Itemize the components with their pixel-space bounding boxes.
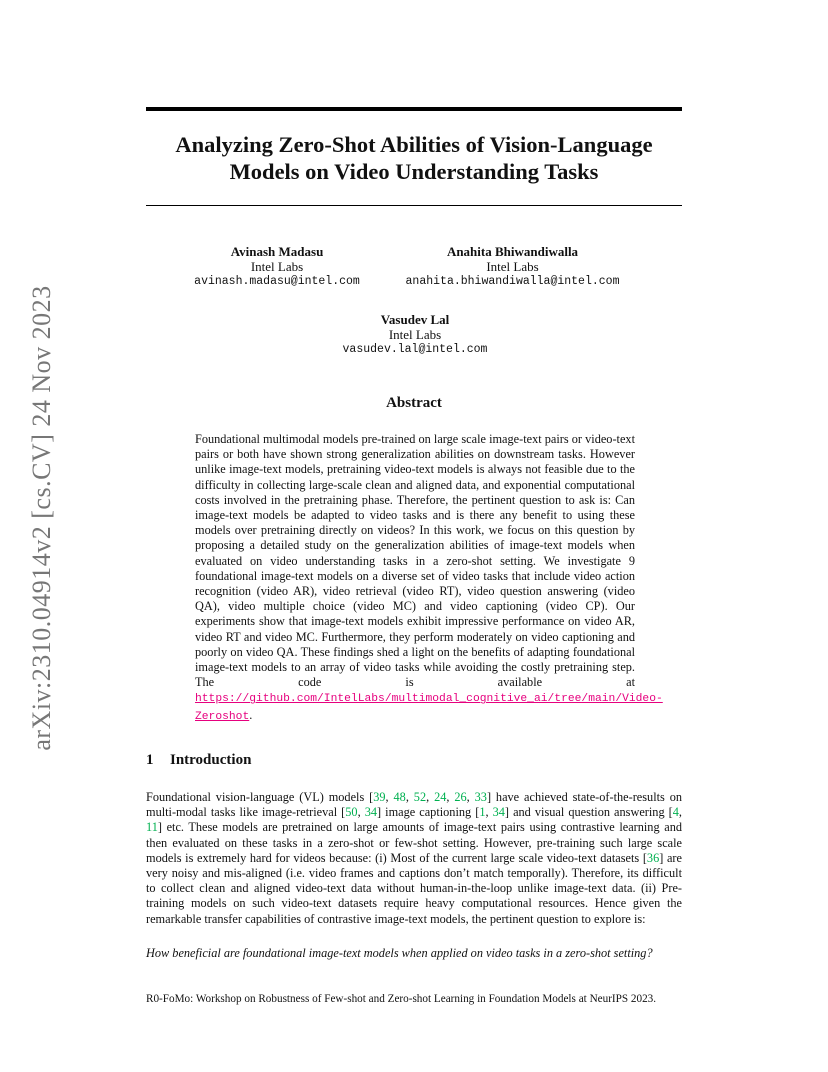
author-block xyxy=(187,244,367,289)
intro-text: ] are very noisy and mis-aligned (i.e. video frames and captions don’t match temporally). Therefore, its difficult to collect clean and aligned video-text data without human-in-the-loop unlike image-text data. (ii) Pre-training models on such video-text datasets require heavy computational resources. Hence given the remarkable transfer capabilities of contrastive image-text models, the pertinent question to explore is: xyxy=(146,850,682,926)
author-affiliation: Intel Labs xyxy=(486,259,539,274)
intro-text: ] and visual question answering [ xyxy=(504,805,673,820)
intro-text: ] image captioning [ xyxy=(377,805,480,820)
author-email: avinash.madasu@intel.com xyxy=(194,275,360,288)
code-repository-link[interactable]: https://github.com/IntelLabs/multimodal_cognitive_ai/tree/main/Video-Zeroshot xyxy=(195,693,663,723)
workshop-footnote: R0-FoMo: Workshop on Robustness of Few-shot and Zero-shot Learning in Foundation Models at NeurIPS 2023. xyxy=(146,993,657,1005)
author-affiliation: Intel Labs xyxy=(250,259,304,274)
arxiv-identifier xyxy=(22,275,62,760)
author-affiliation: Intel Labs xyxy=(388,327,442,342)
author-name: Avinash Madasu xyxy=(230,244,324,259)
citation-link[interactable]: 39 xyxy=(373,790,386,804)
citation-link[interactable]: 48 xyxy=(393,790,406,804)
citation-link[interactable]: 36 xyxy=(646,850,660,865)
title-top-rule xyxy=(146,107,682,111)
intro-text: ] etc. These models are pretrained on large amounts of image-text pairs using contrastive learning and then evaluated on these tasks in a zero-shot or few-shot setting. However, pre-training such large scale models is extremely hard for videos because: (i) Most of the current large scale video-text datasets [ xyxy=(146,820,682,865)
author-email: anahita.bhiwandiwalla@intel.com xyxy=(405,275,620,288)
citation-link[interactable]: 26 xyxy=(454,790,467,804)
abstract-heading: Abstract xyxy=(386,395,442,411)
author-email: vasudev.lal@intel.com xyxy=(342,343,488,356)
author-name: Anahita Bhiwandiwalla xyxy=(446,244,579,259)
abstract-text xyxy=(195,432,663,725)
abstract-end-punctuation: . xyxy=(249,707,253,722)
citation-link[interactable]: 52 xyxy=(413,790,427,804)
citation-link[interactable]: 11 xyxy=(146,820,158,835)
citation-link[interactable]: 24 xyxy=(434,790,447,804)
section-heading-introduction xyxy=(146,752,251,769)
abstract-body-text: Foundational multimodal models pre-trained on large scale image-text pairs or video-text pairs or both have shown strong generalization abilities on downstream tasks. However unlike image-text models, pretraining video-text models is always not feasible due to the difficulty in collecting large-scale clean and aligned data, and exponential computational costs involved in the pretraining phase. Therefore, the pertinent question to ask is: Can image-text models be adapted to video tasks and is there any benefit to using these models over pretraining directly on videos? In this work, we focus on this question by proposing a detailed study on the generalization abilities of image-text models when evaluated on video understanding tasks in a zero-shot setting. We investigate 9 foundational image-text models on a diverse set of video tasks that include video action recognition (video AR), video retrieval (video RT), video question answering (video QA), video multiple choice (video MC) and video captioning (video CP). Our experiments show that image-text models exhibit impressive performance on video AR, video RT and video MC. Furthermore, they perform moderately on video captioning and poorly on video QA. These findings shed a light on the benefits of adapting foundational image-text models to an array of video tasks while avoiding the costly pretraining step. The code is available at xyxy=(195,432,635,690)
citation-link[interactable]: 34 xyxy=(492,805,505,820)
paper-title: Analyzing Zero-Shot Abilities of Vision-Language Models on Video Understanding Tasks xyxy=(175,132,653,184)
author-name: Vasudev Lal xyxy=(380,312,450,327)
section-number: 1 xyxy=(146,752,154,768)
citation-link[interactable]: 34 xyxy=(364,805,377,820)
title-bottom-rule xyxy=(146,205,682,206)
intro-text: Foundational vision-language (VL) models [ xyxy=(146,790,374,804)
intro-text: ] have achieved state-of-the-results on multi-modal tasks like image-retrieval [ xyxy=(146,790,683,820)
section-title: Introduction xyxy=(170,752,252,768)
citation-link[interactable]: 33 xyxy=(474,790,487,804)
introduction-paragraph: Foundational vision-language (VL) models [39, 48, 52, 24, 26, 33] have achieved state-of-the-results on multi-modal tasks like image-retrieval [50, 34] image captioning [1, 34] and visual question answering [4, 11] etc. These models are pretrained on large amounts of image-text pairs using contrastive learning and then evaluated on these tasks in a zero-shot or few-shot setting. However, pre-training such large scale models is extremely hard for videos because: (i) Most of the current large scale video-text datasets [36] are very noisy and mis-aligned (i.e. video frames and captions don’t match temporally). Therefore, its difficult to collect clean and aligned video-text data without human-in-the-loop unlike image-text data. (ii) Pre-training models on such video-text datasets require heavy computational resources. Hence given the remarkable transfer capabilities of contrastive image-text models, the pertinent question to explore is: xyxy=(146,790,683,926)
author-block xyxy=(385,244,640,289)
research-question: How beneficial are foundational image-text models when applied on video tasks in a zero-shot setting? xyxy=(146,946,653,960)
arxiv-identifier-text: arXiv:2310.04914v2 [cs.CV] 24 Nov 2023 xyxy=(27,284,56,751)
citation-link[interactable]: 4 xyxy=(672,805,679,820)
citation-link[interactable]: 50 xyxy=(345,805,358,820)
citation-link[interactable]: 1 xyxy=(479,805,486,820)
author-block xyxy=(320,312,510,357)
